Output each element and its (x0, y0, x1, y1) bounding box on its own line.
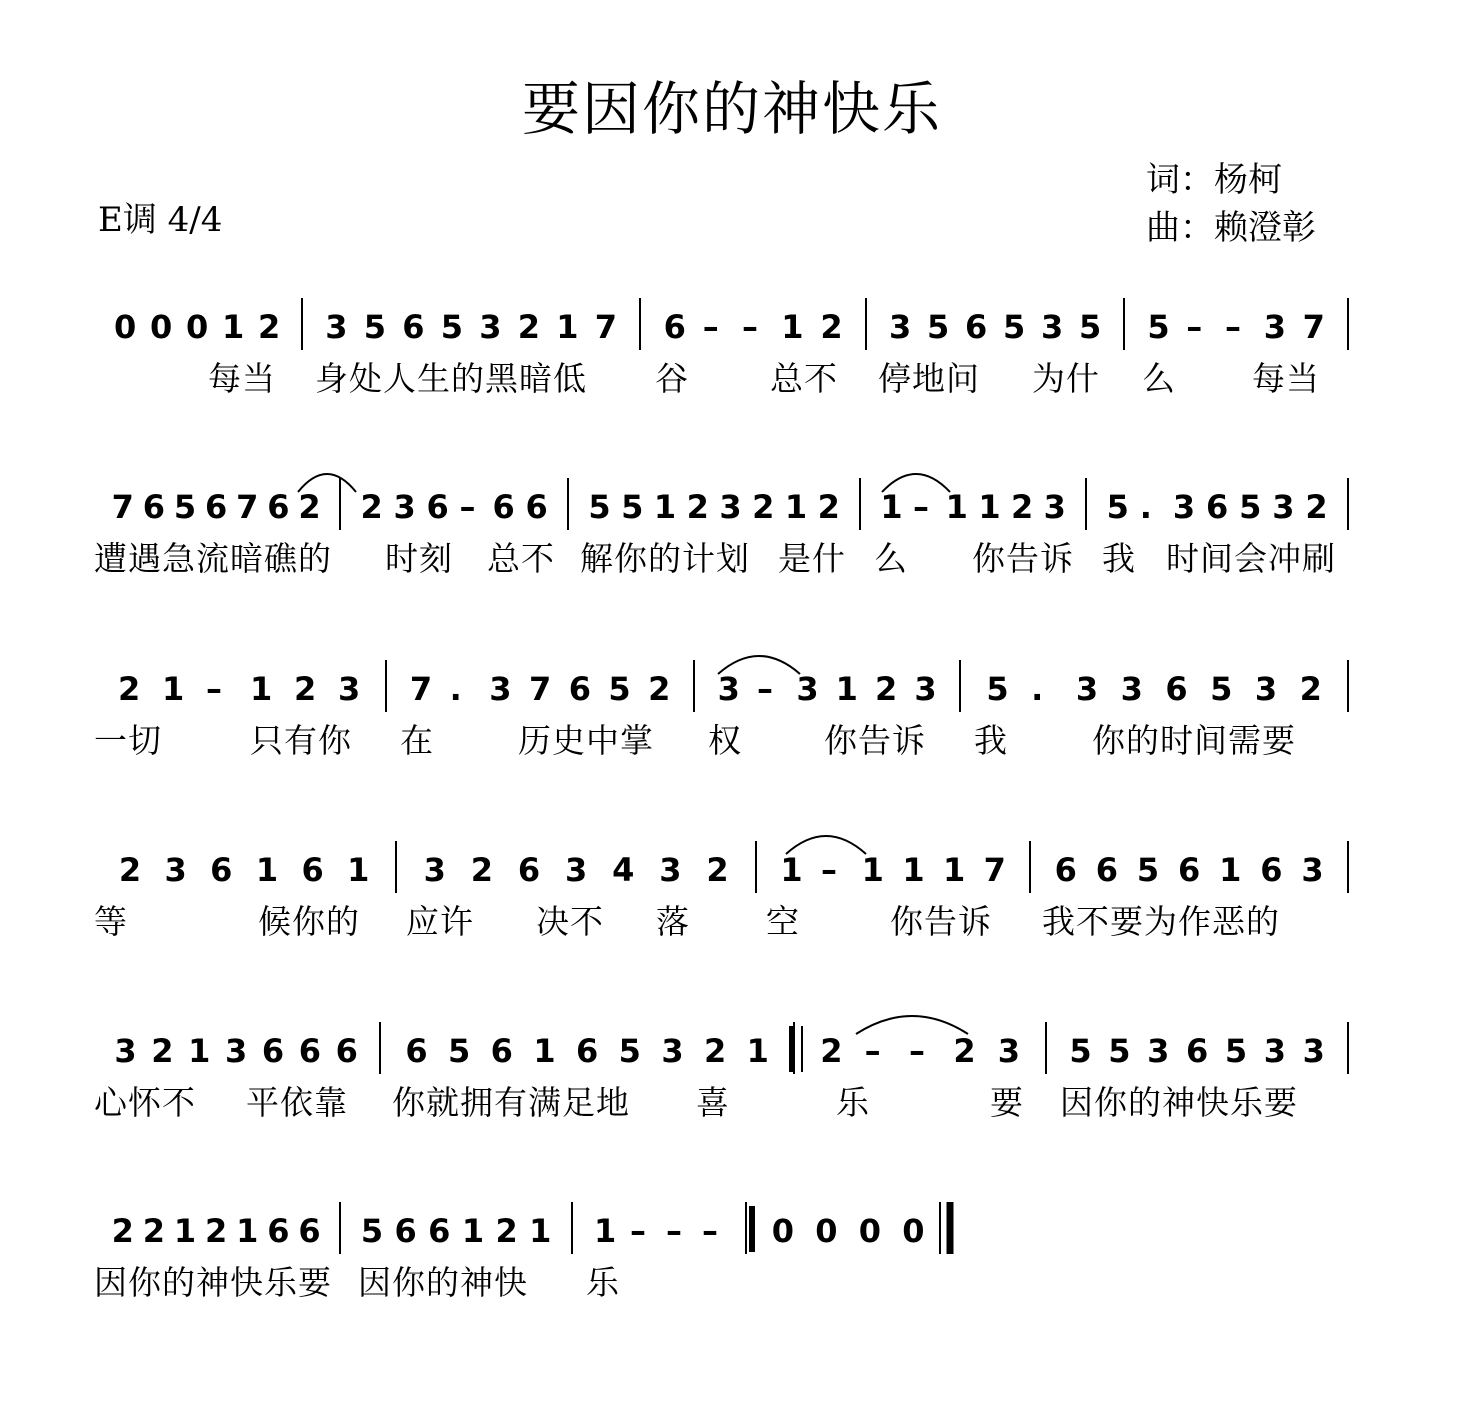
note: 4 (612, 851, 635, 889)
lyric: 你告诉 (890, 902, 992, 941)
lyric: 是什 (778, 539, 846, 578)
note: 2 (205, 1212, 228, 1250)
note: 0 (114, 308, 137, 346)
note: 5 (1003, 308, 1026, 346)
note: 6 (965, 308, 988, 346)
note: 1 (461, 1212, 485, 1250)
note: 6 (1054, 851, 1077, 889)
lyric: 空 (766, 902, 800, 941)
note: 0 (858, 1212, 882, 1250)
note: 5 (927, 308, 950, 346)
note: 6 (205, 488, 228, 526)
note-dash: – (702, 1212, 718, 1250)
note: 2 (118, 851, 142, 889)
note-dash: – (1225, 308, 1241, 346)
lyric: 停地问 (878, 359, 980, 398)
note: 7 (594, 308, 618, 346)
note: 6 (1178, 851, 1201, 889)
lyric: 要 (990, 1083, 1024, 1122)
note: 3 (1120, 670, 1143, 708)
lyric: 身处人生的黑暗低 (315, 359, 587, 398)
note-dash: – (630, 1212, 646, 1250)
note: 2 (495, 1212, 518, 1250)
note: 1 (945, 488, 968, 526)
note: 2 (820, 1032, 843, 1070)
note: 6 (267, 488, 290, 526)
note: 7 (236, 488, 259, 526)
note: 5 (173, 488, 197, 526)
note: 2 (953, 1032, 976, 1070)
note: 6 (394, 1212, 417, 1250)
note: 3 (1263, 1032, 1286, 1070)
note: 3 (914, 670, 937, 708)
note: 6 (261, 1032, 285, 1070)
note: 2 (118, 670, 141, 708)
lyric: 遭遇急流暗礁的 (94, 539, 332, 578)
score-row-4 (94, 841, 1348, 941)
note: 5 (1239, 488, 1262, 526)
note: 7 (529, 670, 552, 708)
note: 1 (222, 308, 245, 346)
note: 2 (258, 308, 281, 346)
note: . (1139, 488, 1152, 526)
note: 5 (608, 670, 631, 708)
lyric: 乐 (586, 1263, 620, 1302)
note: . (1031, 670, 1044, 708)
note: 2 (111, 1212, 134, 1250)
note: 2 (686, 488, 709, 526)
note: 1 (162, 670, 185, 708)
note: 5 (1108, 1032, 1131, 1070)
note: 6 (663, 308, 686, 346)
note: 1 (784, 488, 808, 526)
lyric: 只有你 (250, 721, 352, 760)
note: 0 (150, 308, 173, 346)
score-row-1 (114, 298, 1348, 398)
lyric: 你告诉 (824, 721, 926, 760)
note: 1 (594, 1212, 617, 1250)
note: 5 (1079, 308, 1102, 346)
note: 2 (1305, 488, 1328, 526)
note: 5 (440, 308, 464, 346)
score-row-6 (94, 1202, 950, 1302)
lyric: 历史中掌 (518, 721, 654, 760)
note: 1 (861, 851, 884, 889)
note: 1 (533, 1032, 556, 1070)
note: 5 (363, 308, 387, 346)
note: 5 (986, 670, 1009, 708)
note: 3 (719, 488, 742, 526)
lyric: 么 (1142, 359, 1176, 398)
note: 1 (746, 1032, 769, 1070)
note: 5 (618, 1032, 641, 1070)
note: 5 (1136, 851, 1160, 889)
note: 3 (1263, 308, 1287, 346)
note: 6 (267, 1212, 290, 1250)
lyric: 我不要为作恶的 (1042, 902, 1280, 941)
note: 5 (588, 488, 611, 526)
note: 3 (1147, 1032, 1170, 1070)
lyric: 落 (656, 902, 690, 941)
note: 0 (815, 1212, 838, 1250)
lyric: 解你的计划 (580, 539, 750, 578)
note: 5 (1210, 670, 1233, 708)
lyric: 我 (1102, 539, 1136, 578)
note: 1 (250, 670, 273, 708)
note: 1 (347, 851, 370, 889)
note: 1 (780, 851, 803, 889)
note: 6 (568, 670, 591, 708)
note: 3 (1041, 308, 1064, 346)
note-dash: – (666, 1212, 682, 1250)
note: 2 (294, 670, 317, 708)
note: 1 (880, 488, 903, 526)
note: 3 (1301, 851, 1324, 889)
note: 6 (335, 1032, 358, 1070)
lyric: 喜 (696, 1083, 730, 1122)
note-dash: – (702, 308, 719, 346)
lyric: 总不 (770, 359, 838, 398)
note: 2 (151, 1032, 174, 1070)
lyric: 候你的 (258, 902, 360, 941)
lyric: 在 (400, 721, 434, 760)
note: 3 (489, 670, 512, 708)
lyric: 心怀不 (94, 1083, 196, 1122)
note: 2 (820, 308, 843, 346)
note: 1 (943, 851, 966, 889)
note: 2 (706, 851, 729, 889)
note: 1 (255, 851, 279, 889)
note: 1 (1219, 851, 1242, 889)
note: 6 (1165, 670, 1188, 708)
note: 1 (978, 488, 1001, 526)
note: 3 (423, 851, 446, 889)
note: 2 (360, 488, 383, 526)
key-signature: E调 4/4 (98, 200, 223, 240)
note-dash: – (206, 670, 222, 708)
note: 6 (1260, 851, 1283, 889)
note-dash: – (864, 1032, 881, 1070)
note: 6 (576, 1032, 599, 1070)
note: 5 (1147, 308, 1170, 346)
note: 3 (1272, 488, 1295, 526)
note: 2 (470, 851, 493, 889)
note: 7 (983, 851, 1006, 889)
note: 5 (360, 1212, 384, 1250)
note: 1 (781, 308, 804, 346)
note: 2 (752, 488, 775, 526)
lyric: 等 (94, 902, 128, 941)
note-dash: – (742, 308, 758, 346)
note: 6 (1186, 1032, 1209, 1070)
note-dash: – (821, 851, 837, 889)
lyric: 每当 (1252, 359, 1320, 398)
note: 3 (338, 670, 361, 708)
note: 1 (236, 1212, 259, 1250)
note: 0 (902, 1212, 925, 1250)
note: 6 (428, 1212, 451, 1250)
note: 2 (1011, 488, 1034, 526)
note: 5 (1069, 1032, 1092, 1070)
note-dash: – (909, 1032, 925, 1070)
note: 1 (173, 1212, 197, 1250)
lyric: 时间会冲刷 (1166, 539, 1336, 578)
lyric: 乐 (836, 1083, 870, 1122)
note: 3 (889, 308, 912, 346)
note: 6 (492, 488, 515, 526)
note: 6 (298, 1212, 321, 1250)
note: 6 (1206, 488, 1229, 526)
composer-credit: 曲：赖澄彰 (1146, 208, 1316, 248)
note: 0 (771, 1212, 795, 1250)
note: 3 (717, 670, 740, 708)
lyric: 决不 (536, 902, 604, 941)
note-dash: – (459, 488, 476, 526)
note: 3 (325, 308, 348, 346)
lyric: 因你的神快乐要 (94, 1263, 332, 1302)
note: 5 (621, 488, 644, 526)
note: 1 (653, 488, 677, 526)
note: 6 (210, 851, 233, 889)
note: 1 (556, 308, 579, 346)
note: 3 (1172, 488, 1196, 526)
note: 7 (111, 488, 134, 526)
score-row-3 (94, 660, 1348, 760)
note: 1 (902, 851, 925, 889)
lyric: 每当 (208, 359, 276, 398)
note: 5 (448, 1032, 471, 1070)
note: 5 (1106, 488, 1129, 526)
note: 3 (1254, 670, 1278, 708)
note: 1 (529, 1212, 552, 1250)
note: 3 (114, 1032, 137, 1070)
lyric: 我 (974, 721, 1008, 760)
lyric: 应许 (406, 902, 474, 941)
note: 2 (648, 670, 671, 708)
lyric: 你告诉 (972, 539, 1074, 578)
note-dash: – (913, 488, 929, 526)
note: 3 (661, 1032, 684, 1070)
score-row-5 (94, 1022, 1348, 1122)
lyric: 平依靠 (246, 1083, 348, 1122)
note: 5 (1224, 1032, 1248, 1070)
note: 6 (402, 308, 425, 346)
note: 3 (1043, 488, 1066, 526)
note: 3 (997, 1032, 1021, 1070)
note-dash: – (757, 670, 773, 708)
note: 2 (817, 488, 840, 526)
lyric: 你就拥有满足地 (392, 1083, 630, 1122)
note: 3 (659, 851, 682, 889)
note: 2 (704, 1032, 727, 1070)
lyric: 因你的神快乐要 (1060, 1083, 1298, 1122)
note: 1 (188, 1032, 211, 1070)
note: 7 (409, 670, 433, 708)
lyricist-credit: 词：杨柯 (1146, 160, 1282, 200)
note: 2 (142, 1212, 165, 1250)
note: 6 (142, 488, 165, 526)
note: 3 (565, 851, 588, 889)
note: 6 (298, 1032, 321, 1070)
note-dash: – (1186, 308, 1203, 346)
score-row-2 (94, 478, 1348, 578)
note: 6 (1095, 851, 1118, 889)
lyric: 么 (874, 539, 908, 578)
note: 6 (301, 851, 324, 889)
note: 3 (1302, 1032, 1325, 1070)
note: 2 (298, 488, 321, 526)
lyric: 权 (708, 721, 742, 760)
note: 6 (517, 851, 541, 889)
note: 3 (796, 670, 819, 708)
lyric: 时刻 (385, 539, 453, 578)
note: 3 (225, 1032, 248, 1070)
lyric: 一切 (94, 721, 162, 760)
note: 6 (426, 488, 449, 526)
song-title: 要因你的神快乐 (521, 75, 942, 143)
note: 0 (186, 308, 209, 346)
lyric: 因你的神快 (358, 1263, 528, 1302)
lyric: 你的时间需要 (1092, 721, 1296, 760)
note: 7 (1302, 308, 1325, 346)
lyric: 为什 (1032, 359, 1100, 398)
note: 3 (164, 851, 187, 889)
note: 2 (1299, 670, 1322, 708)
note: 3 (393, 488, 416, 526)
note: 6 (490, 1032, 513, 1070)
note: 2 (517, 308, 541, 346)
note: 6 (525, 488, 548, 526)
note: 1 (835, 670, 858, 708)
note: 2 (875, 670, 898, 708)
note: . (449, 670, 462, 708)
lyric: 谷 (655, 359, 689, 398)
note: 6 (405, 1032, 428, 1070)
lyric: 总不 (487, 539, 555, 578)
note: 3 (479, 308, 502, 346)
note: 3 (1075, 670, 1099, 708)
